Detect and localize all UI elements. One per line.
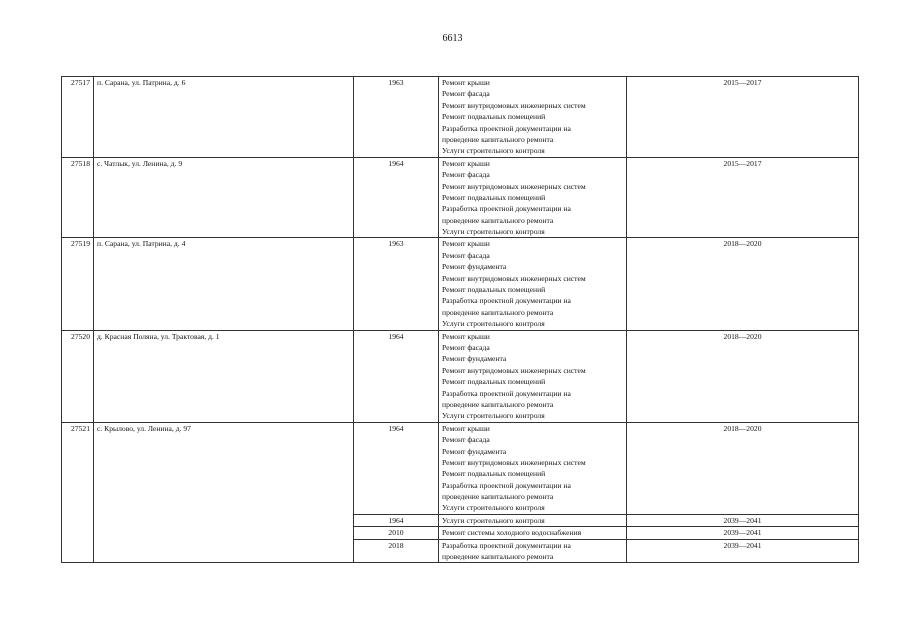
period-cell: 2039—2041 bbox=[627, 527, 859, 539]
work-item: Услуги строительного контроля bbox=[442, 146, 545, 156]
work-item: проведение капитального ремонта bbox=[442, 399, 554, 409]
work-item: Ремонт крыши bbox=[442, 78, 490, 87]
period-cell: 2018—2020 bbox=[627, 422, 859, 514]
table-row bbox=[62, 77, 859, 158]
year-cell: 2010 bbox=[354, 527, 439, 539]
work-item: Ремонт внутридомовых инженерных систем bbox=[442, 273, 586, 283]
works-cell bbox=[439, 514, 627, 526]
works-cell bbox=[439, 527, 627, 539]
row-number: 27521 bbox=[62, 422, 94, 514]
year-cell: 1964 bbox=[354, 330, 439, 422]
work-item: Ремонт крыши bbox=[442, 331, 490, 341]
work-item: Разработка проектной документации на bbox=[442, 480, 571, 490]
year-cell: 1964 bbox=[354, 514, 439, 526]
work-item: Ремонт системы холодного водоснабжения bbox=[442, 528, 582, 538]
registry-table-body bbox=[62, 77, 859, 563]
address-cell: д. Красная Поляна, ул. Трактовая, д. 1 bbox=[94, 330, 354, 422]
period-cell: 2018—2020 bbox=[627, 238, 859, 330]
work-item: Ремонт подвальных помещений bbox=[442, 112, 546, 122]
work-item: Ремонт внутридомовых инженерных систем bbox=[442, 181, 586, 191]
page-number: 6613 bbox=[442, 33, 463, 44]
table-row bbox=[62, 157, 859, 238]
address-cell: п. Сарана, ул. Патрина, д. 4 bbox=[94, 238, 354, 330]
work-item: проведение капитального ремонта bbox=[442, 134, 554, 144]
year-cell: 1964 bbox=[354, 157, 439, 238]
work-item: Услуги строительного контроля bbox=[442, 319, 545, 329]
work-item: Ремонт подвальных помещений bbox=[442, 285, 546, 295]
year-cell: 1964 bbox=[354, 422, 439, 514]
row-number: 27519 bbox=[62, 238, 94, 330]
work-item: Ремонт фасада bbox=[442, 342, 490, 352]
work-item: Ремонт подвальных помещений bbox=[442, 469, 546, 479]
period-cell: 2039—2041 bbox=[627, 539, 859, 563]
work-item: Ремонт крыши bbox=[442, 239, 490, 249]
work-item: Ремонт фундамента bbox=[442, 354, 507, 364]
works-cell bbox=[439, 238, 627, 330]
work-item: Ремонт внутридомовых инженерных систем bbox=[442, 100, 586, 110]
table-row bbox=[62, 422, 859, 514]
address-cell-empty bbox=[94, 514, 354, 526]
address-cell: с. Чатлык, ул. Ленина, д. 9 bbox=[94, 157, 354, 238]
works-cell bbox=[439, 330, 627, 422]
year-cell: 2018 bbox=[354, 539, 439, 563]
work-item: Ремонт подвальных помещений bbox=[442, 192, 546, 202]
work-item: проведение капитального ремонта bbox=[442, 307, 554, 317]
address-cell: с. Крылово, ул. Ленина, д. 97 bbox=[94, 422, 354, 514]
work-item: Ремонт фасада bbox=[442, 89, 490, 99]
work-item: Разработка проектной документации на bbox=[442, 388, 571, 398]
table-row bbox=[62, 238, 859, 330]
row-number: 27518 bbox=[62, 157, 94, 238]
work-item: Ремонт фасада bbox=[442, 250, 490, 260]
year-cell: 1963 bbox=[354, 238, 439, 330]
row-number: 27517 bbox=[62, 77, 94, 158]
table-row bbox=[62, 330, 859, 422]
work-item: Разработка проектной документации на bbox=[442, 204, 571, 214]
work-item: Разработка проектной документации на bbox=[442, 540, 571, 550]
period-cell: 2039—2041 bbox=[627, 514, 859, 526]
work-item: Ремонт крыши bbox=[442, 158, 490, 168]
work-item: Услуги строительного контроля bbox=[442, 411, 545, 421]
work-item: проведение капитального ремонта bbox=[442, 552, 554, 562]
work-item: Разработка проектной документации на bbox=[442, 123, 571, 133]
table-subrow bbox=[62, 539, 859, 563]
table-subrow bbox=[62, 514, 859, 526]
year-cell: 1963 bbox=[354, 77, 439, 158]
work-item: Ремонт фундамента bbox=[442, 446, 507, 456]
works-cell bbox=[439, 77, 627, 158]
work-item: Ремонт фундамента bbox=[442, 262, 507, 272]
row-number-empty bbox=[62, 539, 94, 563]
work-item: проведение капитального ремонта bbox=[442, 215, 554, 225]
registry-table bbox=[61, 76, 859, 563]
address-cell: п. Сарана, ул. Патрина, д. 6 bbox=[94, 77, 354, 158]
works-cell bbox=[439, 539, 627, 563]
work-item: Услуги строительного контроля bbox=[442, 227, 545, 237]
work-item: Ремонт внутридомовых инженерных систем bbox=[442, 365, 586, 375]
works-cell bbox=[439, 422, 627, 514]
row-number-empty bbox=[62, 514, 94, 526]
work-item: Ремонт подвальных помещений bbox=[442, 377, 546, 387]
row-number: 27520 bbox=[62, 330, 94, 422]
row-number-empty bbox=[62, 527, 94, 539]
work-item: Услуги строительного контроля bbox=[442, 503, 545, 513]
work-item: Ремонт фасада bbox=[442, 170, 490, 180]
address-cell-empty bbox=[94, 527, 354, 539]
work-item: Услуги строительного контроля bbox=[442, 515, 545, 525]
period-cell: 2015—2017 bbox=[627, 157, 859, 238]
works-cell bbox=[439, 157, 627, 238]
work-item: Ремонт крыши bbox=[442, 423, 490, 433]
work-item: проведение капитального ремонта bbox=[442, 492, 554, 502]
period-cell: 2015—2017 bbox=[627, 77, 859, 158]
work-item: Ремонт внутридомовых инженерных систем bbox=[442, 457, 586, 467]
table-subrow bbox=[62, 527, 859, 539]
address-cell-empty bbox=[94, 539, 354, 563]
period-cell: 2018—2020 bbox=[627, 330, 859, 422]
work-item: Разработка проектной документации на bbox=[442, 296, 571, 306]
work-item: Ремонт фасада bbox=[442, 435, 490, 445]
